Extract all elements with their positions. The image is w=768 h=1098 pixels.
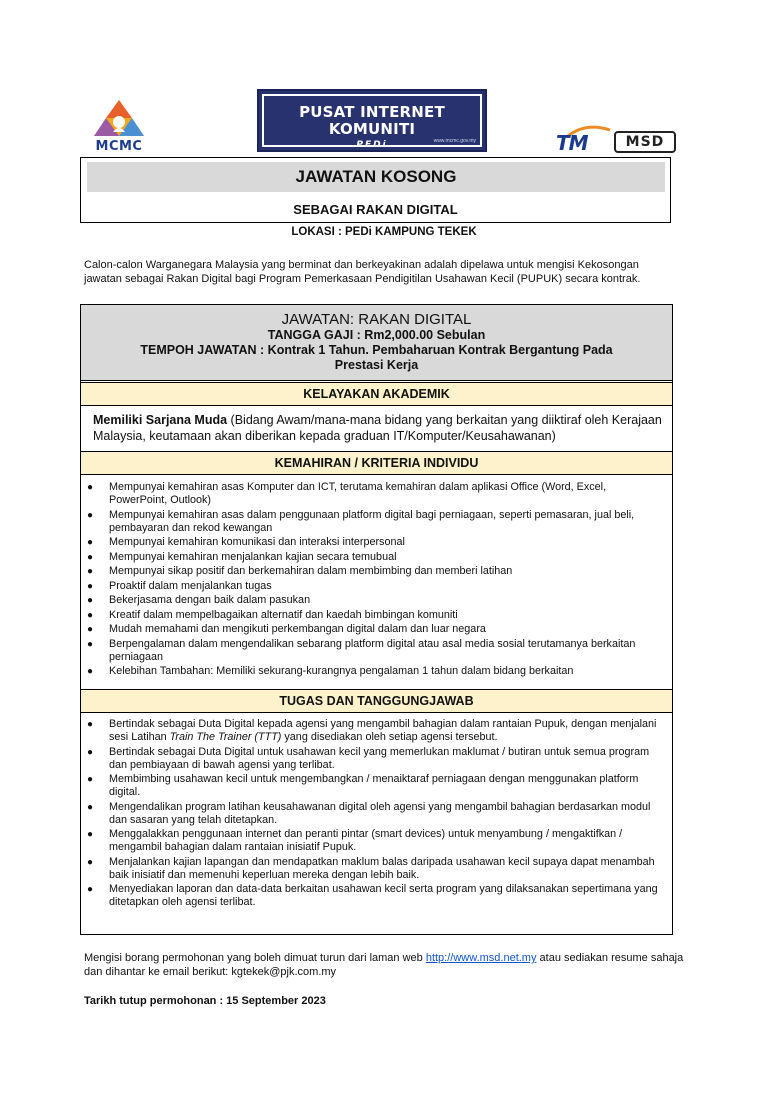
skills-heading: KEMAHIRAN / KRITERIA INDIVIDU [81,451,672,475]
bullet-icon: ● [87,856,94,868]
list-item: ● Mempunyai sikap positif dan berkemahiran dalam membimbing dan memberi latihan [87,565,513,577]
bullet-icon: ● [87,719,94,730]
bullet-icon: ● [87,482,94,493]
list-item: ● Menggalakkan penggunaan internet dan peranti pintar (smart devices) untuk menyambung / mengaktifkan / mengambil bahagian dalam rantaian inisiatif Pupuk. [87,828,623,853]
tm-logo [556,128,612,154]
list-item: ● Bertindak sebagai Duta Digital untuk usahawan kecil yang memerlukan maklumat / butiran untuk semua program dan pembiayaan di bawah agensi yang terlibat. [87,745,650,771]
pik-logo-subtitle: PEDi [356,140,388,150]
bullet-icon: ● [87,595,94,606]
bullet-icon: ● [87,551,94,563]
list-item: ● Mempunyai kemahiran asas dalam penggunaan platform digital bagi perniagaan, seperti pemasaran, jual beli, pembayaran dan rekod kewangan [87,508,635,534]
list-item: ● Menyediakan laporan dan data-data berkaitan usahawan kecil serta program yang dilaksanakan sepertimana yang ditetapkan oleh agensi terlibat. [87,883,658,908]
salary-line: TANGGA GAJI : Rm2,000.00 Sebulan [267,328,486,342]
mcmc-emblem-icon [86,98,152,140]
website-link[interactable]: http://www.msd.net.my [425,952,537,964]
duties-list [81,718,672,911]
list-item: ● Mudah memahami dan mengikuti perkembangan digital dalam dan luar negara [87,623,486,635]
intro-paragraph: Calon-calon Warganegara Malaysia yang berminat dan berkeyakinan adalah dipelawa untuk mengisi Kekosongan jawatan sebagai Rakan Digital bagi Program Pemerkasaan Pendigitilan Usahawan Kecil (PUPUK) secara kontrak. [84,259,641,285]
academic-heading: KELAYAKAN AKADEMIK [81,382,672,406]
application-instructions: Mengisi borang permohonan yang boleh dimuat turun dari laman web http://www.msd.net.my atau sediakan resume sahaja dan dihantar ke email berikut: kgtekek@pjk.com.my [84,952,684,978]
bullet-icon: ● [87,801,94,813]
pusat-internet-komuniti-logo [257,89,487,152]
academic-text [93,412,665,444]
mcmc-logo [86,98,152,154]
location-label: LOKASI : PEDi KAMPUNG TEKEK [291,226,477,238]
list-item: ● Mengendalikan program latihan keusahawanan digital oleh agensi yang mengambil bahagian berdasarkan modul dan sasaran yang telah ditetapkan. [87,800,651,826]
bullet-icon: ● [87,746,94,758]
page-subtitle: SEBAGAI RAKAN DIGITAL [293,202,458,217]
list-item: ● Kelebihan Tambahan: Memiliki sekurang-kurangnya pengalaman 1 tahun dalam bidang berkaitan [87,665,574,677]
job-title-label: JAWATAN: [281,311,355,328]
bullet-icon: ● [87,666,94,677]
list-item: ● Membimbing usahawan kecil untuk mengembangkan / menaiktaraf perniagaan dengan menggunakan platform digital. [87,773,639,798]
bullet-icon: ● [87,609,94,621]
list-item: ● Mempunyai kemahiran menjalankan kajian secara temubual [87,550,397,563]
job-title [81,305,672,328]
academic-detail: (Bidang Awam/mana-mana bidang yang berkaitan yang diiktiraf oleh Kerajaan Malaysia, keutamaan akan diberikan kepada graduan IT/Komputer/Keusahawanan) [93,413,662,443]
list-item: ● Mempunyai kemahiran asas Komputer dan ICT, terutama kemahiran dalam aplikasi Office (Word, Excel, PowerPoint, Outlook) [87,481,607,506]
list-item: ● Mempunyai kemahiran komunikasi dan interaksi interpersonal [87,536,405,548]
tm-logo-label: TM [556,131,588,155]
academic-degree: Memiliki Sarjana Muda [93,413,228,427]
closing-date: Tarikh tutup permohonan : 15 September 2023 [84,995,326,1007]
bullet-icon: ● [87,829,94,840]
job-details-box [80,304,673,935]
duties-heading: TUGAS DAN TANGGUNGJAWAB [81,689,672,713]
job-title-value: RAKAN DIGITAL [358,311,472,328]
bullet-icon: ● [87,884,94,895]
list-item: ● Kreatif dalam mempelbagaikan alternatif dan kaedah bimbingan komuniti [87,608,458,621]
title-box [80,157,671,223]
bullet-icon: ● [87,566,94,577]
list-item: ● Bertindak sebagai Duta Digital kepada agensi yang mengambil bahagian dalam rantaian Pupuk, dengan menjalani sesi Latihan Train The Trainer (TTT) yang disediakan oleh setiap agensi tersebut. [87,718,657,743]
bullet-icon: ● [87,774,94,785]
mcmc-logo-label: MCMC [95,139,143,154]
skills-list [81,481,672,680]
list-item: ● Berpengalaman dalam mengendalikan sebarang platform digital atau asal media sosial terutamanya berkaitan perniagaan [87,637,636,663]
list-item: ● Proaktif dalam menjalankan tugas [87,579,272,592]
job-header [81,305,672,381]
tenure-line: TEMPOH JAWATAN : Kontrak 1 Tahun. Pembaharuan Kontrak Bergantung Pada Prestasi Kerja [140,343,613,372]
pik-logo-title: PUSAT INTERNET KOMUNITI [299,103,445,138]
pik-logo-url: www.mcmc.gov.my [433,138,476,144]
bullet-icon: ● [87,638,94,650]
bullet-icon: ● [87,509,94,521]
msd-logo: MSD [614,131,676,153]
bullet-icon: ● [87,624,94,635]
list-item: ● Bekerjasama dengan baik dalam pasukan [87,594,311,606]
bullet-icon: ● [87,537,94,548]
page-title: JAWATAN KOSONG [87,162,665,192]
bullet-icon: ● [87,580,94,592]
list-item: ● Menjalankan kajian lapangan dan mendapatkan maklum balas daripada usahawan kecil supaya dapat menambah baik inisiatif dan memenuhi keperluan mereka dengan lebih baik. [87,855,655,881]
